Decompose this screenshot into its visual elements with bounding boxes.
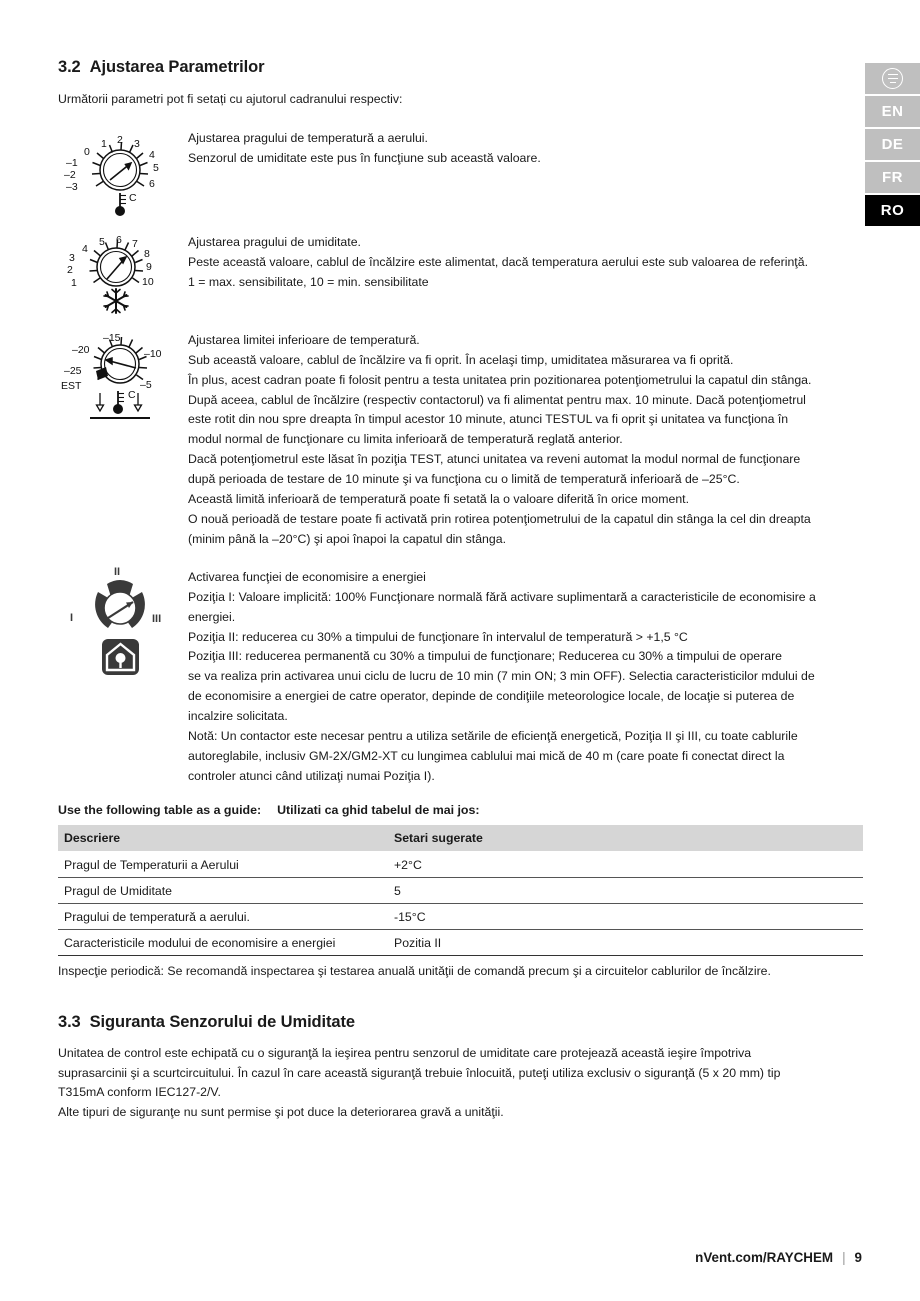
periodic-inspection-note: Inspecţie periodică: Se recomandă inspectarea şi testarea anuală unităţii de comandă precum şi a circuitelor cablurilor de încălzire. bbox=[58, 963, 771, 978]
air-temperature-text bbox=[188, 127, 863, 169]
footer-page-number: 9 bbox=[854, 1250, 862, 1265]
language-tab-de-label: DE bbox=[881, 136, 904, 153]
svg-text:II: II bbox=[114, 565, 121, 578]
language-tab-de[interactable] bbox=[865, 129, 920, 160]
energy-line-6: se va realiza prin activarea unui ciclu de lucru de 10 min (7 min ON; 3 min OFF). Selectia caracteristicilor mdului de bbox=[188, 669, 815, 684]
table-caption-ro: Utilizati ca ghid tabelul de mai jos: bbox=[277, 802, 480, 817]
energy-line-11: controler atunci când utilizaţi numai Poziţia I). bbox=[188, 768, 435, 783]
settings-guide-table bbox=[58, 825, 863, 956]
language-tab-en-label: EN bbox=[881, 103, 904, 120]
svg-text:C: C bbox=[129, 191, 137, 204]
svg-text:1: 1 bbox=[71, 276, 77, 289]
svg-text:3: 3 bbox=[69, 251, 75, 264]
svg-text:EST: EST bbox=[61, 379, 82, 392]
low-temp-line-3: În plus, acest cadran poate fi folosit pentru a testa unitatea prin pozitionarea potenţiometrului la capatul din stânga. bbox=[188, 372, 812, 387]
humidity-line-1: Ajustarea pragului de umiditate. bbox=[188, 234, 361, 249]
svg-text:3: 3 bbox=[134, 137, 140, 150]
section-3-3-line-3: T315mA conform IEC127-2/V. bbox=[58, 1085, 221, 1100]
parameter-block-energy-saving bbox=[58, 566, 863, 787]
page-footer bbox=[695, 1250, 862, 1265]
svg-text:–5: –5 bbox=[140, 378, 152, 391]
svg-text:1: 1 bbox=[101, 137, 107, 150]
svg-text:–25: –25 bbox=[64, 364, 82, 377]
humidity-threshold-dial bbox=[58, 231, 188, 319]
svg-text:2: 2 bbox=[67, 263, 73, 276]
low-temp-line-1: Ajustarea limitei inferioare de temperatură. bbox=[188, 332, 420, 347]
low-temp-line-5: este rotit din nou spre dreapta în timpul acestor 10 minute, atunci TESTUL va fi oprit şi unitatea va funcţiona în bbox=[188, 412, 789, 427]
svg-text:4: 4 bbox=[149, 148, 155, 161]
section-heading-3-3 bbox=[58, 1013, 863, 1032]
low-temp-dial-graphic bbox=[58, 329, 186, 434]
low-temp-line-8: după perioada de testare de 10 minute şi va funcţiona cu o limită de temperatură inferioară de –25°C. bbox=[188, 472, 740, 487]
table-cell-setting: -15°C bbox=[388, 903, 863, 929]
energy-saving-dial-graphic bbox=[58, 566, 186, 686]
section-title-3-2: Ajustarea Parametrilor bbox=[89, 58, 265, 76]
language-tab-fr-label: FR bbox=[882, 169, 903, 186]
svg-text:C: C bbox=[128, 388, 136, 401]
low-temp-limit-text bbox=[188, 329, 863, 550]
svg-text:–15: –15 bbox=[103, 331, 121, 344]
air-temperature-line-1: Ajustarea pragului de temperatură a aerului. bbox=[188, 130, 428, 145]
table-row bbox=[58, 877, 863, 903]
parameter-block-humidity bbox=[58, 231, 863, 319]
language-tab-en[interactable] bbox=[865, 96, 920, 127]
parameter-block-low-temp-limit bbox=[58, 329, 863, 550]
low-temp-line-2: Sub această valoare, cablul de încălzire va fi oprit. În acelaşi timp, umiditatea măsurarea va fi oprită. bbox=[188, 352, 734, 367]
table-cell-setting: Pozitia II bbox=[388, 929, 863, 955]
energy-line-3: energiei. bbox=[188, 609, 236, 624]
table-header-descriere: Descriere bbox=[58, 825, 388, 852]
table-caption bbox=[58, 803, 863, 817]
svg-text:–3: –3 bbox=[66, 180, 78, 193]
air-temperature-threshold-dial bbox=[58, 127, 188, 219]
svg-text:2: 2 bbox=[117, 133, 123, 146]
table-cell-setting: 5 bbox=[388, 877, 863, 903]
low-temp-line-10: O nouă perioadă de testare poate fi activată prin rotirea potenţiometrului de la capatul din stânga la cel din dreapta bbox=[188, 511, 811, 526]
svg-text:0: 0 bbox=[84, 145, 90, 158]
table-caption-en: Use the following table as a guide: bbox=[58, 802, 262, 817]
low-temp-line-11: (minim până la –20°C) şi apoi înapoi la capatul din stânga. bbox=[188, 531, 506, 546]
eco-house-icon bbox=[102, 639, 139, 675]
language-rail bbox=[865, 63, 920, 226]
footer-separator: | bbox=[842, 1250, 846, 1265]
svg-text:6: 6 bbox=[116, 233, 122, 246]
svg-text:–2: –2 bbox=[64, 168, 76, 181]
energy-line-8: incalzire solicitata. bbox=[188, 709, 288, 724]
table-row bbox=[58, 851, 863, 877]
svg-text:9: 9 bbox=[146, 260, 152, 273]
energy-saving-mode-dial bbox=[58, 566, 188, 686]
section-3-3-body bbox=[58, 1044, 863, 1124]
humidity-dial-graphic bbox=[58, 231, 186, 319]
footer-site: nVent.com/RAYCHEM bbox=[695, 1250, 834, 1265]
page-content bbox=[58, 0, 863, 1123]
air-temperature-line-2: Senzorul de umiditate este pus în funcţiune sub această valoare. bbox=[188, 150, 541, 165]
section-number-3-3: 3.3 bbox=[58, 1012, 81, 1031]
low-temp-line-6: modul normal de funcţionare cu limita inferioară de temperatură reglată anterior. bbox=[188, 432, 623, 447]
energy-line-9: Notă: Un contactor este necesar pentru a utiliza setările de eficienţă energetică, Poziţia II şi III, cu toate cablurile bbox=[188, 729, 798, 744]
energy-line-4: Poziţia II: reducerea cu 30% a timpului de funcţionare în intervalul de temperatură > +1,5 °C bbox=[188, 629, 688, 644]
humidity-line-2: Peste această valoare, cablul de încălzire este alimentat, dacă temperatura aerului este sub valoarea de referinţă. bbox=[188, 254, 808, 269]
table-cell-description: Pragului de temperatură a aerului. bbox=[58, 903, 388, 929]
energy-line-7: de economisire a energiei de catre operator, depinde de condiţiile meteorologice locale, de locaţie si puterea de bbox=[188, 689, 795, 704]
section-heading-3-2 bbox=[58, 58, 863, 77]
language-tab-fr[interactable] bbox=[865, 162, 920, 193]
svg-text:4: 4 bbox=[82, 242, 88, 255]
table-cell-description: Pragul de Temperaturii a Aerului bbox=[58, 851, 388, 877]
table-of-contents-tab[interactable] bbox=[865, 63, 920, 94]
parameter-block-air-temperature bbox=[58, 127, 863, 219]
svg-text:6: 6 bbox=[149, 177, 155, 190]
table-cell-setting: +2°C bbox=[388, 851, 863, 877]
table-header-setari: Setari sugerate bbox=[388, 825, 863, 852]
section-title-3-3: Siguranta Senzorului de Umiditate bbox=[89, 1012, 355, 1031]
svg-text:7: 7 bbox=[132, 237, 138, 250]
svg-text:10: 10 bbox=[142, 275, 154, 288]
svg-text:–1: –1 bbox=[66, 156, 78, 169]
table-of-contents-icon bbox=[882, 68, 903, 89]
energy-line-2: Poziţia I: Valoare implicită: 100% Funcţionare normală fără activare suplimentară a caracteristicile de economisire a bbox=[188, 589, 816, 604]
svg-text:5: 5 bbox=[153, 161, 159, 174]
svg-text:5: 5 bbox=[99, 235, 105, 248]
svg-text:–10: –10 bbox=[144, 347, 162, 360]
language-tab-ro-label: RO bbox=[880, 202, 905, 219]
table-cell-description: Pragul de Umiditate bbox=[58, 877, 388, 903]
snowflake-icon bbox=[104, 289, 128, 313]
table-row bbox=[58, 903, 863, 929]
svg-text:8: 8 bbox=[144, 247, 150, 260]
table-cell-description: Caracteristicile modului de economisire a energiei bbox=[58, 929, 388, 955]
language-tab-ro[interactable] bbox=[865, 195, 920, 226]
section-3-3-line-1: Unitatea de control este echipată cu o siguranţă la ieşirea pentru senzorul de umiditate care protejează această ieşire împotriva bbox=[58, 1045, 752, 1060]
low-temp-line-9: Această limită inferioară de temperatură poate fi setată la o valoare diferită în orice moment. bbox=[188, 492, 690, 507]
svg-text:III: III bbox=[152, 612, 162, 625]
energy-saving-text bbox=[188, 566, 863, 787]
low-temp-line-7: Dacă potenţiometrul este lăsat în poziţia TEST, atunci unitatea va reveni automat la modul normal de funcţionare bbox=[188, 452, 801, 467]
humidity-text bbox=[188, 231, 863, 293]
energy-line-1: Activarea funcţiei de economisire a energiei bbox=[188, 569, 426, 584]
energy-line-5: Poziţia III: reducerea permanentă cu 30% a timpului de funcţionare; Reducerea cu 30% a timpului de operare bbox=[188, 649, 783, 664]
humidity-line-3: 1 = max. sensibilitate, 10 = min. sensibilitate bbox=[188, 274, 429, 289]
low-temperature-limit-dial bbox=[58, 329, 188, 434]
air-temperature-dial-graphic bbox=[58, 127, 186, 219]
section-number-3-2: 3.2 bbox=[58, 58, 81, 76]
energy-line-10: autoreglabile, inclusiv GM-2X/GM2-XT cu lungimea cablului mai mică de 40 m (care poate fi conectat direct la bbox=[188, 748, 785, 763]
low-temp-line-4: După aceea, cablul de încălzire (respectiv contactorul) va fi alimentat pentru max. 10 minute. Dacă potenţiometrul bbox=[188, 392, 806, 407]
table-header-row bbox=[58, 825, 863, 852]
section-3-3-line-4: Alte tipuri de siguranţe nu sunt permise şi pot duce la deteriorarea gravă a unităţii. bbox=[58, 1105, 504, 1120]
section-3-3-line-2: suprasarcinii şi a scurtcircuitului. În cazul în care această siguranţă trebuie înlocuită, puteţi utiliza exclusiv o siguranţă (5 x 20 mm) tip bbox=[58, 1065, 781, 1080]
svg-text:–20: –20 bbox=[72, 343, 90, 356]
section-3-2-lead: Următorii parametri pot fi setați cu ajutorul cadranului respectiv: bbox=[58, 92, 403, 106]
table-row bbox=[58, 929, 863, 955]
svg-text:I: I bbox=[70, 611, 74, 624]
